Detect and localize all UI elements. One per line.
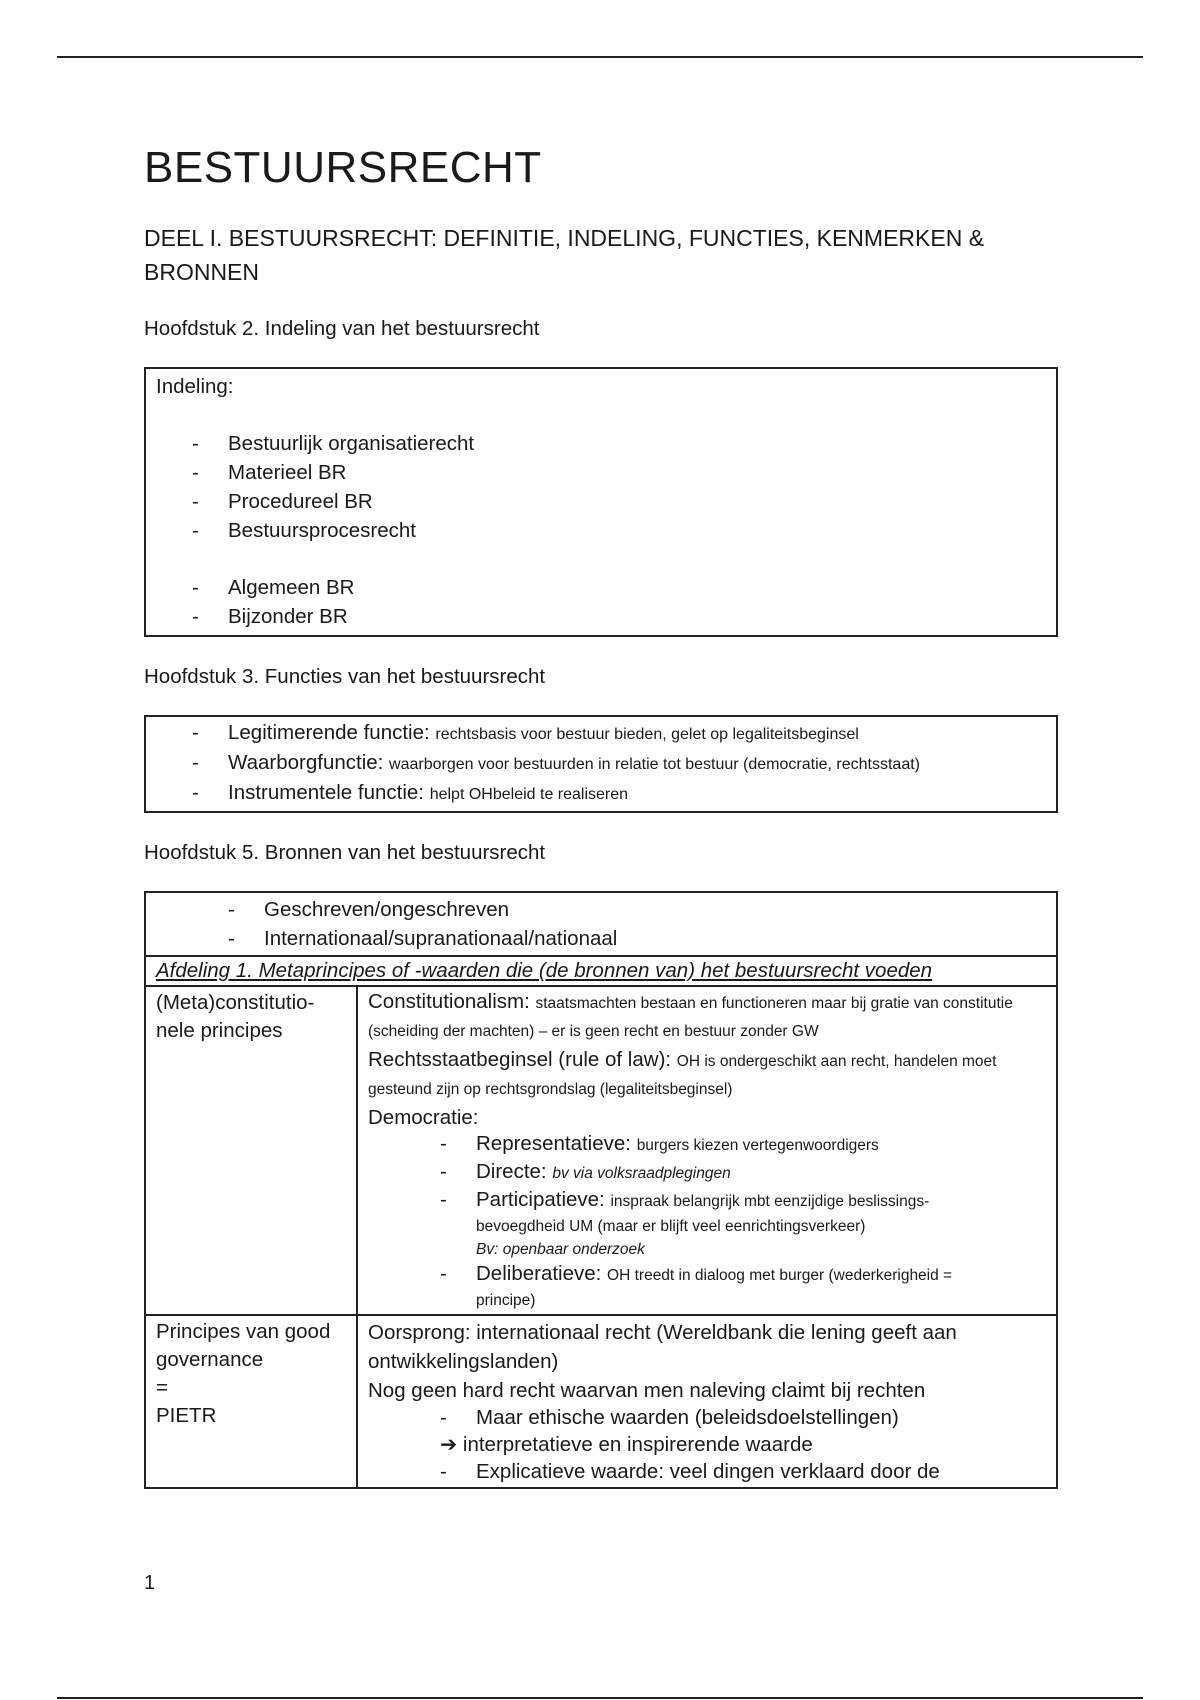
footer-rule — [57, 1697, 1143, 1699]
bronnen-types — [146, 893, 1056, 957]
chapter-2-heading: Hoofdstuk 2. Indeling van het bestuursrecht — [144, 317, 540, 340]
list-item: - Directe: bv via volksraadplegingen — [368, 1159, 1046, 1187]
list-item: - Bestuursprocesrecht — [156, 516, 1046, 545]
list-item: - Deliberatieve: OH treedt in dialoog met burger (wederkerigheid = — [368, 1261, 1046, 1289]
header-rule — [57, 56, 1143, 58]
list-item: - Waarborgfunctie: waarborgen voor bestuurden in relatie tot bestuur (democratie, rechtsstaat) — [156, 749, 1046, 779]
row-content: Oorsprong: internationaal recht (Wereldbank die lening geeft aan ontwikkelingslanden) Nog geen hard recht waarvan men naleving claimt bij rechten - Maar ethische waarden (beleidsdoelstellingen) ➔ interpretatieve en inspirerende waarde - Explicatieve waarde: veel dingen verklaard door de — [358, 1316, 1056, 1487]
list-item: - Instrumentele functie: helpt OHbeleid te realiseren — [156, 779, 1046, 809]
row-content: Constitutionalism: staatsmachten bestaan en functioneren maar bij gratie van constitutie (scheiding der machten) – er is geen recht en bestuur zonder GW Rechtsstaatbeginsel (rule of law): OH is ondergeschikt aan recht, handelen moet gesteund zijn op rechtsgrondslag (legaliteitsbeginsel) Democratie: - Representatieve: burgers kiezen vertegenwoordigers - Directe: bv via volksraadplegingen - Participatieve: inspraak belangrijk mbt eenzijdige beslissings- bevoegdheid UM (maar er blijft veel eenrichtingsverkeer) Bv: openbaar onderzoek - Deliberatieve: OH treedt in dialoog met burger (wederkerigheid = principe) — [358, 987, 1056, 1314]
document-body — [144, 140, 1058, 1489]
list-item: - Algemeen BR — [156, 573, 1046, 602]
bronnen-table — [144, 891, 1058, 1489]
row-label: (Meta)constitutio-nele principes — [146, 987, 358, 1314]
list-item: - Geschreven/ongeschreven — [156, 895, 1046, 924]
list-item: - Maar ethische waarden (beleidsdoelstellingen) — [368, 1405, 1046, 1431]
list-item: - Participatieve: inspraak belangrijk mbt eenzijdige beslissings- — [368, 1187, 1046, 1215]
part-heading: DEEL I. BESTUURSRECHT: DEFINITIE, INDELING, FUNCTIES, KENMERKEN & BRONNEN — [144, 225, 985, 285]
list-item: - Bestuurlijk organisatierecht — [156, 429, 1046, 458]
indeling-label: Indeling: — [156, 375, 234, 398]
table-row — [146, 987, 1056, 1314]
indeling-list-2 — [156, 573, 1046, 631]
democratie-list: - Representatieve: burgers kiezen vertegenwoordigers - Directe: bv via volksraadplegingen - Participatieve: inspraak belangrijk mbt eenzijdige beslissings- bevoegdheid UM (maar er blijft veel eenrichtingsverkeer) Bv: openbaar onderzoek - Deliberatieve: OH treedt in dialoog met burger (wederkerigheid = principe) — [368, 1131, 1046, 1312]
functies-box — [144, 715, 1058, 813]
row-label: Principes van good governance = PIETR — [146, 1316, 358, 1487]
list-item: - Materieel BR — [156, 458, 1046, 487]
page-number: 1 — [144, 1572, 156, 1594]
document-title: BESTUURSRECHT — [144, 143, 542, 192]
functies-list — [156, 719, 1046, 809]
list-item: - Legitimerende functie: rechtsbasis voor bestuur bieden, gelet op legaliteitsbeginsel — [156, 719, 1046, 749]
chapter-5-heading: Hoofdstuk 5. Bronnen van het bestuursrecht — [144, 841, 546, 864]
list-item: - Procedureel BR — [156, 487, 1046, 516]
list-item: - Internationaal/supranationaal/nationaal — [156, 924, 1046, 953]
afdeling-heading: Afdeling 1. Metaprincipes of -waarden die (de bronnen van) het bestuursrecht voeden — [146, 957, 1056, 987]
list-item: - Explicatieve waarde: veel dingen verklaard door de — [368, 1459, 1046, 1485]
list-item: - Representatieve: burgers kiezen vertegenwoordigers — [368, 1131, 1046, 1159]
list-item: - Bijzonder BR — [156, 602, 1046, 631]
indeling-box — [144, 367, 1058, 637]
indeling-list-1 — [156, 429, 1046, 545]
arrow-right-icon: ➔ — [440, 1433, 458, 1456]
chapter-3-heading: Hoofdstuk 3. Functies van het bestuursrecht — [144, 665, 546, 688]
table-row — [146, 1314, 1056, 1487]
